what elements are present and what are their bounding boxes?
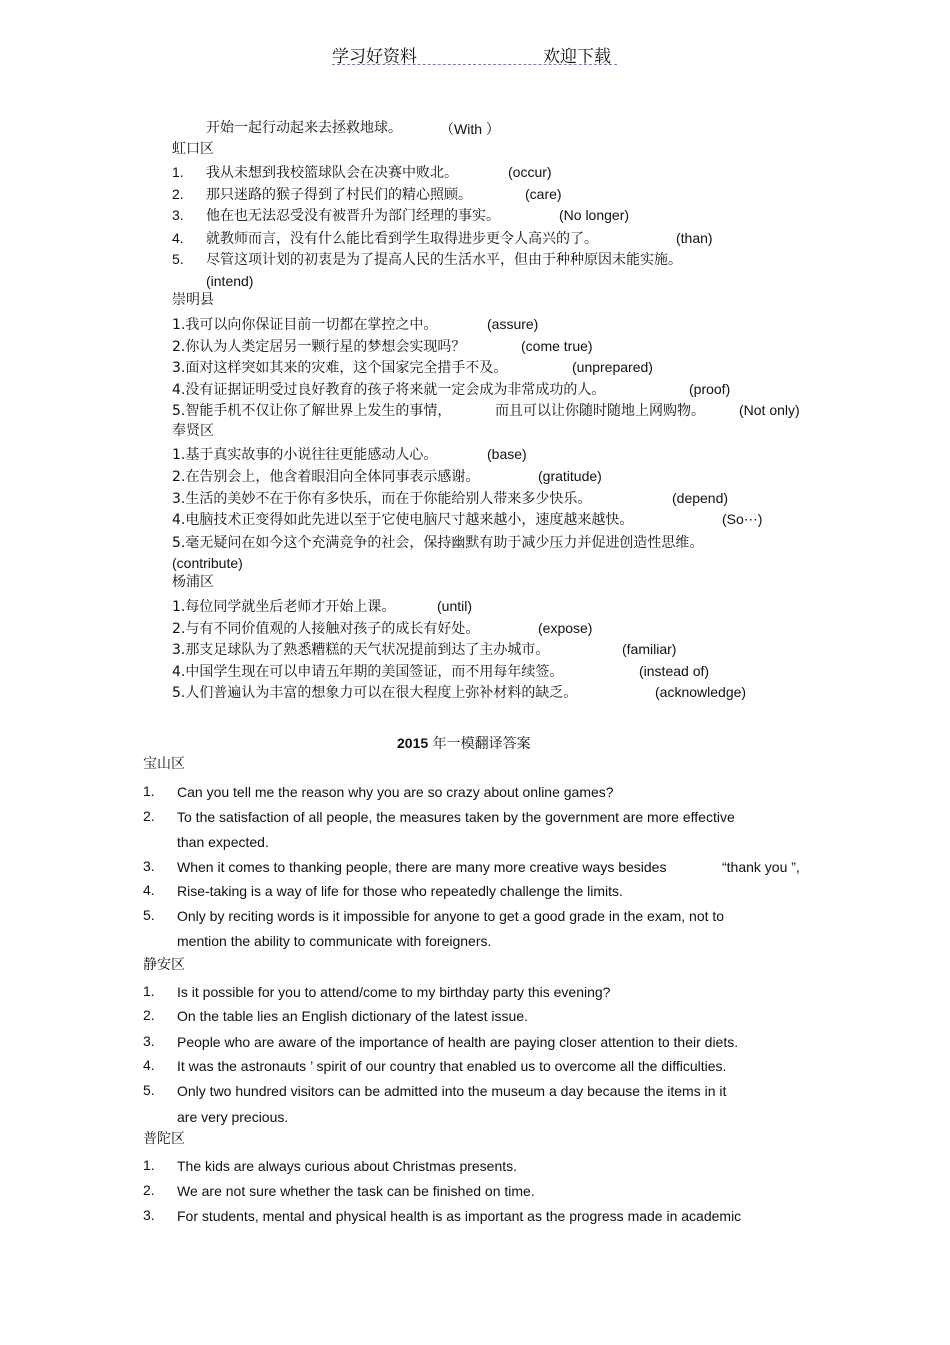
item-number: 2. (143, 1182, 155, 1198)
fengxian-item-text: 3.生活的美妙不在于你有多快乐，而在于你能给别人带来多少快乐。 (172, 491, 592, 507)
baoshan-answer: Only by reciting words is it impossible for anyone to get a good grade in the exam, not to (177, 908, 725, 924)
item-number: 5. (143, 907, 155, 923)
jingan-answer: On the table lies an English dictionary of the latest issue. (177, 1008, 528, 1024)
item-number: 4. (172, 230, 184, 246)
putuo-answer: For students, mental and physical health is as important as the progress made in academic (177, 1208, 742, 1224)
jingan-answer: Only two hundred visitors can be admitted into the museum a day because the items in it (177, 1083, 727, 1099)
item-number: 2. (172, 186, 184, 202)
item-number: 1. (143, 783, 155, 799)
hongkou-item-hint: (intend) (206, 273, 254, 289)
fengxian-item-text: 1.基于真实故事的小说往往更能感动人心。 (172, 447, 438, 463)
jingan-answer: People who are aware of the importance of health are paying closer attention to their diets. (177, 1034, 739, 1050)
answers-title (397, 733, 531, 753)
putuo-answer: We are not sure whether the task can be finished on time. (177, 1183, 535, 1199)
page-header (0, 40, 950, 70)
continued-hint: （With ） (440, 121, 500, 137)
hongkou-item-hint: (care) (525, 186, 562, 202)
section-title-chongming: 崇明县 (172, 292, 214, 308)
item-number: 1. (172, 164, 184, 180)
item-number: 1. (143, 1157, 155, 1173)
item-number: 2. (143, 1007, 155, 1023)
hongkou-item-text: 那只迷路的猴子得到了村民们的精心照顾。 (206, 187, 472, 203)
chongming-item-text: 1.我可以向你保证目前一切都在掌控之中。 (172, 317, 438, 333)
yangpu-item-hint: (instead of) (639, 663, 710, 679)
hongkou-item-hint: (occur) (508, 164, 552, 180)
header-right-text: 欢迎下载 (543, 47, 611, 67)
header-divider (332, 64, 617, 65)
yangpu-item-text: 2.与有不同价值观的人接触对孩子的成长有好处。 (172, 621, 480, 637)
baoshan-answer-tail: “thank you ”, (722, 859, 800, 875)
item-number: 3. (172, 207, 184, 223)
yangpu-item-text: 1.每位同学就坐后老师才开始上课。 (172, 599, 396, 615)
item-number: 1. (143, 983, 155, 999)
hongkou-item-text: 就教师而言，没有什么能比看到学生取得进步更令人高兴的了。 (206, 231, 598, 247)
fengxian-item-hint: (contribute) (172, 555, 243, 571)
fengxian-item-hint: (gratitude) (538, 468, 602, 484)
baoshan-answer: Can you tell me the reason why you are so crazy about online games? (177, 784, 614, 800)
section-title-hongkou: 虹口区 (172, 141, 214, 157)
section-title-jingan: 静安区 (143, 957, 185, 973)
fengxian-item-text: 4.电脑技术正变得如此先进以至于它使电脑尺寸越来越小，速度越来越快。 (172, 512, 634, 528)
hongkou-item-text: 我从未想到我校篮球队会在决赛中败北。 (206, 165, 458, 181)
fengxian-item-text: 2.在告别会上，他含着眼泪向全体同事表示感谢。 (172, 469, 480, 485)
chongming-item-hint: (come true) (521, 338, 593, 354)
putuo-answer: The kids are always curious about Christmas presents. (177, 1158, 518, 1174)
chongming-item-hint: (Not only) (739, 402, 800, 418)
jingan-answer-continued: are very precious. (177, 1109, 289, 1125)
section-title-fengxian: 奉贤区 (172, 423, 214, 439)
yangpu-item-hint: (acknowledge) (655, 684, 747, 700)
chongming-item-text: 5.智能手机不仅让你了解世界上发生的事情， (172, 403, 452, 419)
fengxian-item-hint: (base) (487, 446, 527, 462)
item-number: 4. (143, 1057, 155, 1073)
item-number: 3. (143, 1207, 155, 1223)
hongkou-item-hint: (No longer) (559, 207, 630, 223)
chongming-item-text: 3.面对这样突如其来的灾难，这个国家完全措手不及。 (172, 360, 508, 376)
item-number: 5. (143, 1082, 155, 1098)
header-left-text: 学习好资料 (332, 47, 417, 67)
yangpu-item-text: 3.那支足球队为了熟悉糟糕的天气状况提前到达了主办城市。 (172, 642, 550, 658)
baoshan-answer-continued: mention the ability to communicate with foreigners. (177, 933, 492, 949)
item-number: 3. (143, 1033, 155, 1049)
continued-sentence: 开始一起行动起来去拯救地球。 (206, 120, 402, 136)
baoshan-answer: Rise-taking is a way of life for those who repeatedly challenge the limits. (177, 883, 623, 899)
answers-title-year: 2015 (397, 735, 429, 751)
chongming-item-hint: (assure) (487, 316, 539, 332)
section-title-baoshan: 宝山区 (143, 756, 185, 772)
hongkou-item-text: 尽管这项计划的初衷是为了提高人民的生活水平，但由于种种原因未能实施。 (206, 252, 682, 268)
item-number: 4. (143, 882, 155, 898)
jingan-answer: It was the astronauts ’ spirit of our country that enabled us to overcome all the difficulties. (177, 1058, 727, 1074)
chongming-item-text: 4.没有证据证明受过良好教育的孩子将来就一定会成为非常成功的人。 (172, 382, 606, 398)
item-number: 5. (172, 251, 184, 267)
yangpu-item-hint: (familiar) (622, 641, 677, 657)
section-title-putuo: 普陀区 (143, 1131, 185, 1147)
baoshan-answer-continued: than expected. (177, 834, 269, 850)
baoshan-answer: To the satisfaction of all people, the measures taken by the government are more effective (177, 809, 735, 825)
fengxian-item-text: 5.毫无疑问在如今这个充满竞争的社会，保持幽默有助于减少压力并促进创造性思维。 (172, 535, 704, 551)
fengxian-item-hint: (So⋯) (722, 511, 763, 527)
yangpu-item-hint: (expose) (538, 620, 593, 636)
hongkou-item-text: 他在也无法忍受没有被晋升为部门经理的事实。 (206, 208, 500, 224)
yangpu-item-hint: (until) (437, 598, 473, 614)
fengxian-item-hint: (depend) (672, 490, 729, 506)
baoshan-answer: When it comes to thanking people, there are many more creative ways besides (177, 859, 667, 875)
section-title-yangpu: 杨浦区 (172, 574, 214, 590)
item-number: 3. (143, 858, 155, 874)
hongkou-item-hint: (than) (676, 230, 713, 246)
chongming-item-text-continued: 而且可以让你随时随地上网购物。 (495, 403, 705, 419)
item-number: 2. (143, 808, 155, 824)
chongming-item-hint: (proof) (689, 381, 731, 397)
answers-title-text: 年一模翻译答案 (432, 736, 531, 752)
yangpu-item-text: 4.中国学生现在可以申请五年期的美国签证，而不用每年续签。 (172, 664, 564, 680)
chongming-item-hint: (unprepared) (572, 359, 653, 375)
yangpu-item-text: 5.人们普遍认为丰富的想象力可以在很大程度上弥补材料的缺乏。 (172, 685, 578, 701)
chongming-item-text: 2.你认为人类定居另一颗行星的梦想会实现吗？ (172, 339, 466, 355)
jingan-answer: Is it possible for you to attend/come to my birthday party this evening? (177, 984, 611, 1000)
